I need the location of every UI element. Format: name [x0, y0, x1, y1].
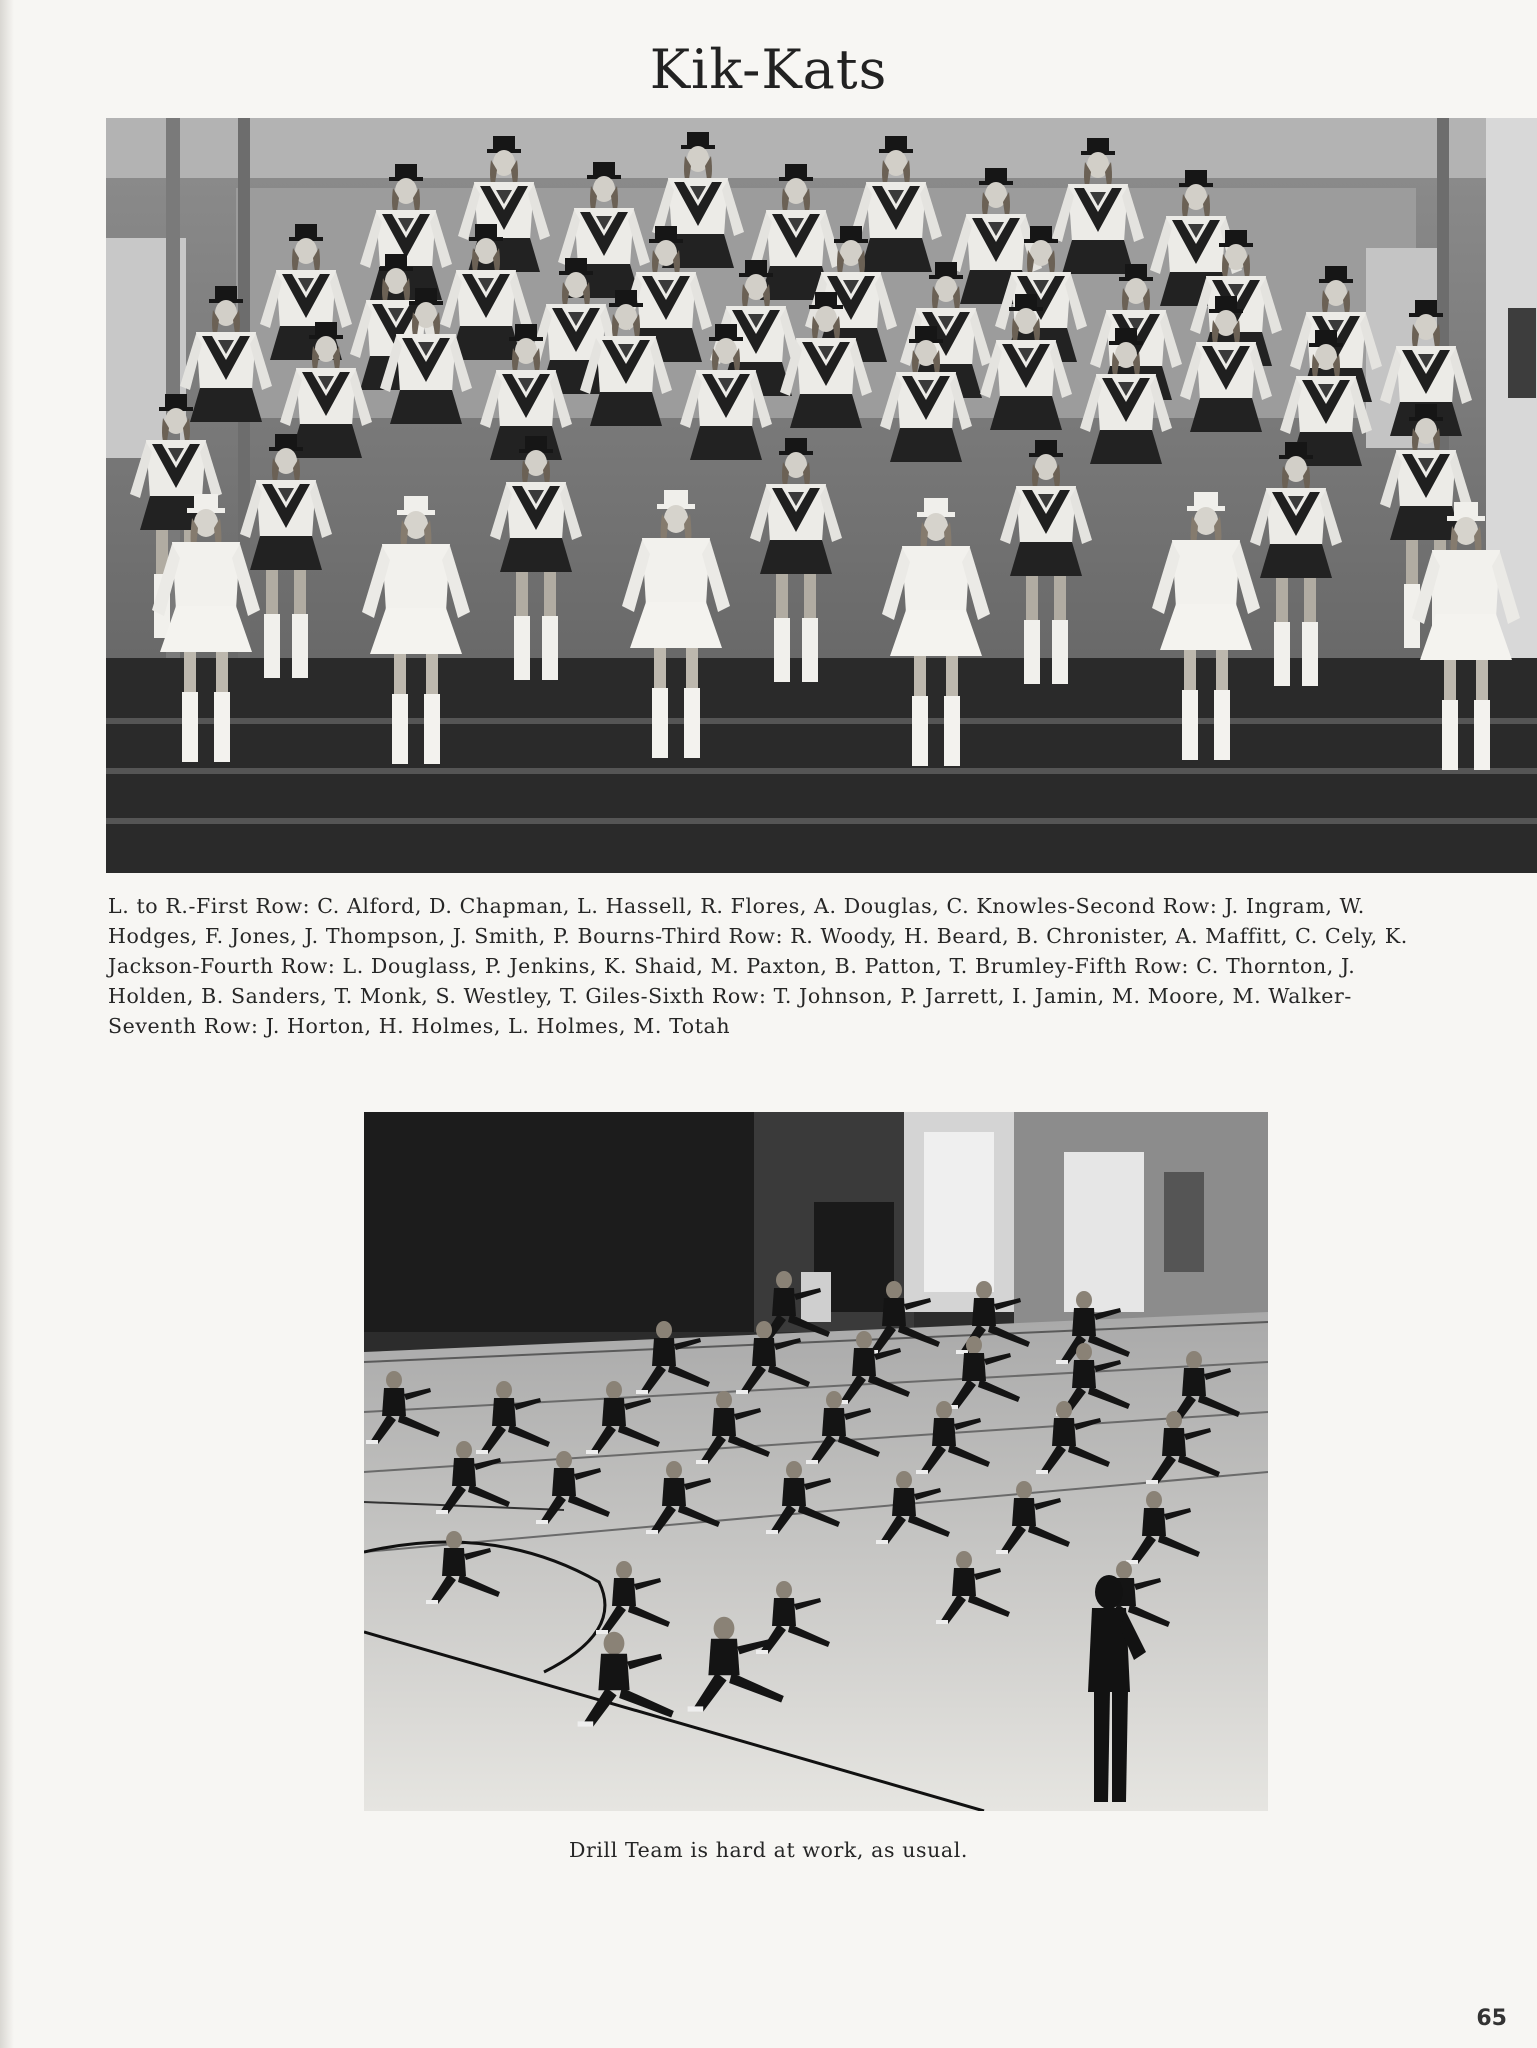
page-number: 65 [1476, 2006, 1507, 2031]
drill-team-photo [364, 1112, 1268, 1811]
drill-team-caption: Drill Team is hard at work, as usual. [568, 1838, 969, 1862]
page-binding-edge [0, 0, 14, 2048]
group-photo-caption: L. to R.-First Row: C. Alford, D. Chapman, L. Hassell, R. Flores, A. Douglas, C. Knowles-Second Row: J. Ingram, W. Hodges, F. Jones, J. Thompson, J. Smith, P. Bourns-Third Row: R. Woody, H. Beard, B. Chronister, A. Maffitt, C. Cely, K. Jackson-Fourth Row: L. Douglass, P. Jenkins, K. Shaid, M. Paxton, B. Patton, T. Brumley-Fifth Row: C. Thornton, J. Holden, B. Sanders, T. Monk, S. Westley, T. Giles-Sixth Row: T. Johnson, P. Jarrett, I. Jamin, M. Moore, M. Walker-Seventh Row: J. Horton, H. Holmes, L. Holmes, M. Totah [108, 894, 1408, 1038]
page-title: Kik-Kats [649, 38, 888, 101]
group-photo [106, 118, 1537, 873]
